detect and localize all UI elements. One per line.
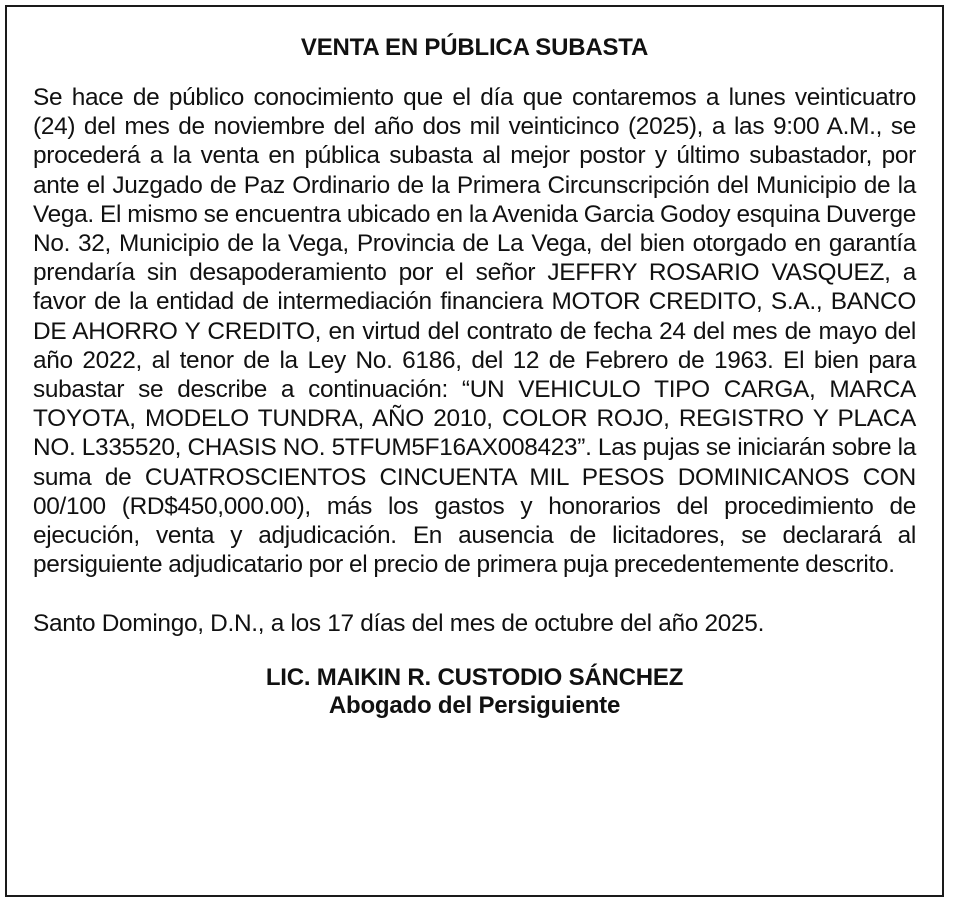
notice-title: VENTA EN PÚBLICA SUBASTA	[300, 34, 649, 61]
notice-body: Se hace de público conocimiento que el día que contaremos a lunes veinticuatro (24) del mes de noviembre del año dos mil veinticinco (2025), a las 9:00 A.M., se procederá a la venta en pública subasta al mejor postor y último subastador, por ante el Juzgado de Paz Ordinario de la Primera Circunscripción del Municipio de la Vega. El mismo se encuentra ubicado en la Avenida Garcia Godoy esquina Duverge No. 32, Municipio de la Vega, Provincia de La Vega, del bien otorgado en garantía prendaría sin desapoderamiento por el señor JEFFRY ROSARIO VASQUEZ, a favor de la entidad de intermediación financiera MOTOR CREDITO, S.A., BANCO DE AHORRO Y CREDITO, en virtud del contrato de fecha 24 del mes de mayo del año 2022, al tenor de la Ley No. 6186, del 12 de Febrero de 1963. El bien para subastar se describe a continuación: “UN VEHICULO TIPO CARGA, MARCA TOYOTA, MODELO TUNDRA, AÑO 2010, COLOR ROJO, REGISTRO Y PLACA NO. L335520, CHASIS NO. 5TFUM5F16AX008423”. Las pujas se iniciarán sobre la suma de CUATROSCIENTOS CINCUENTA MIL PESOS DOMINICANOS CON 00/100 (RD$450,000.00), más los gastos y honorarios del procedimiento de ejecución, venta y adjudicación. En ausencia de licitadores, se declarará al persiguiente adjudicatario por el precio de primera puja precedentemente descrito.	[33, 84, 916, 579]
signature-role: Abogado del Persiguiente	[328, 692, 621, 720]
notice-place-date: Santo Domingo, D.N., a los 17 días del mes de octubre del año 2025.	[33, 610, 765, 638]
signature-name: LIC. MAIKIN R. CUSTODIO SÁNCHEZ	[265, 664, 684, 692]
legal-notice-box	[5, 5, 944, 897]
signature-block	[33, 664, 916, 720]
